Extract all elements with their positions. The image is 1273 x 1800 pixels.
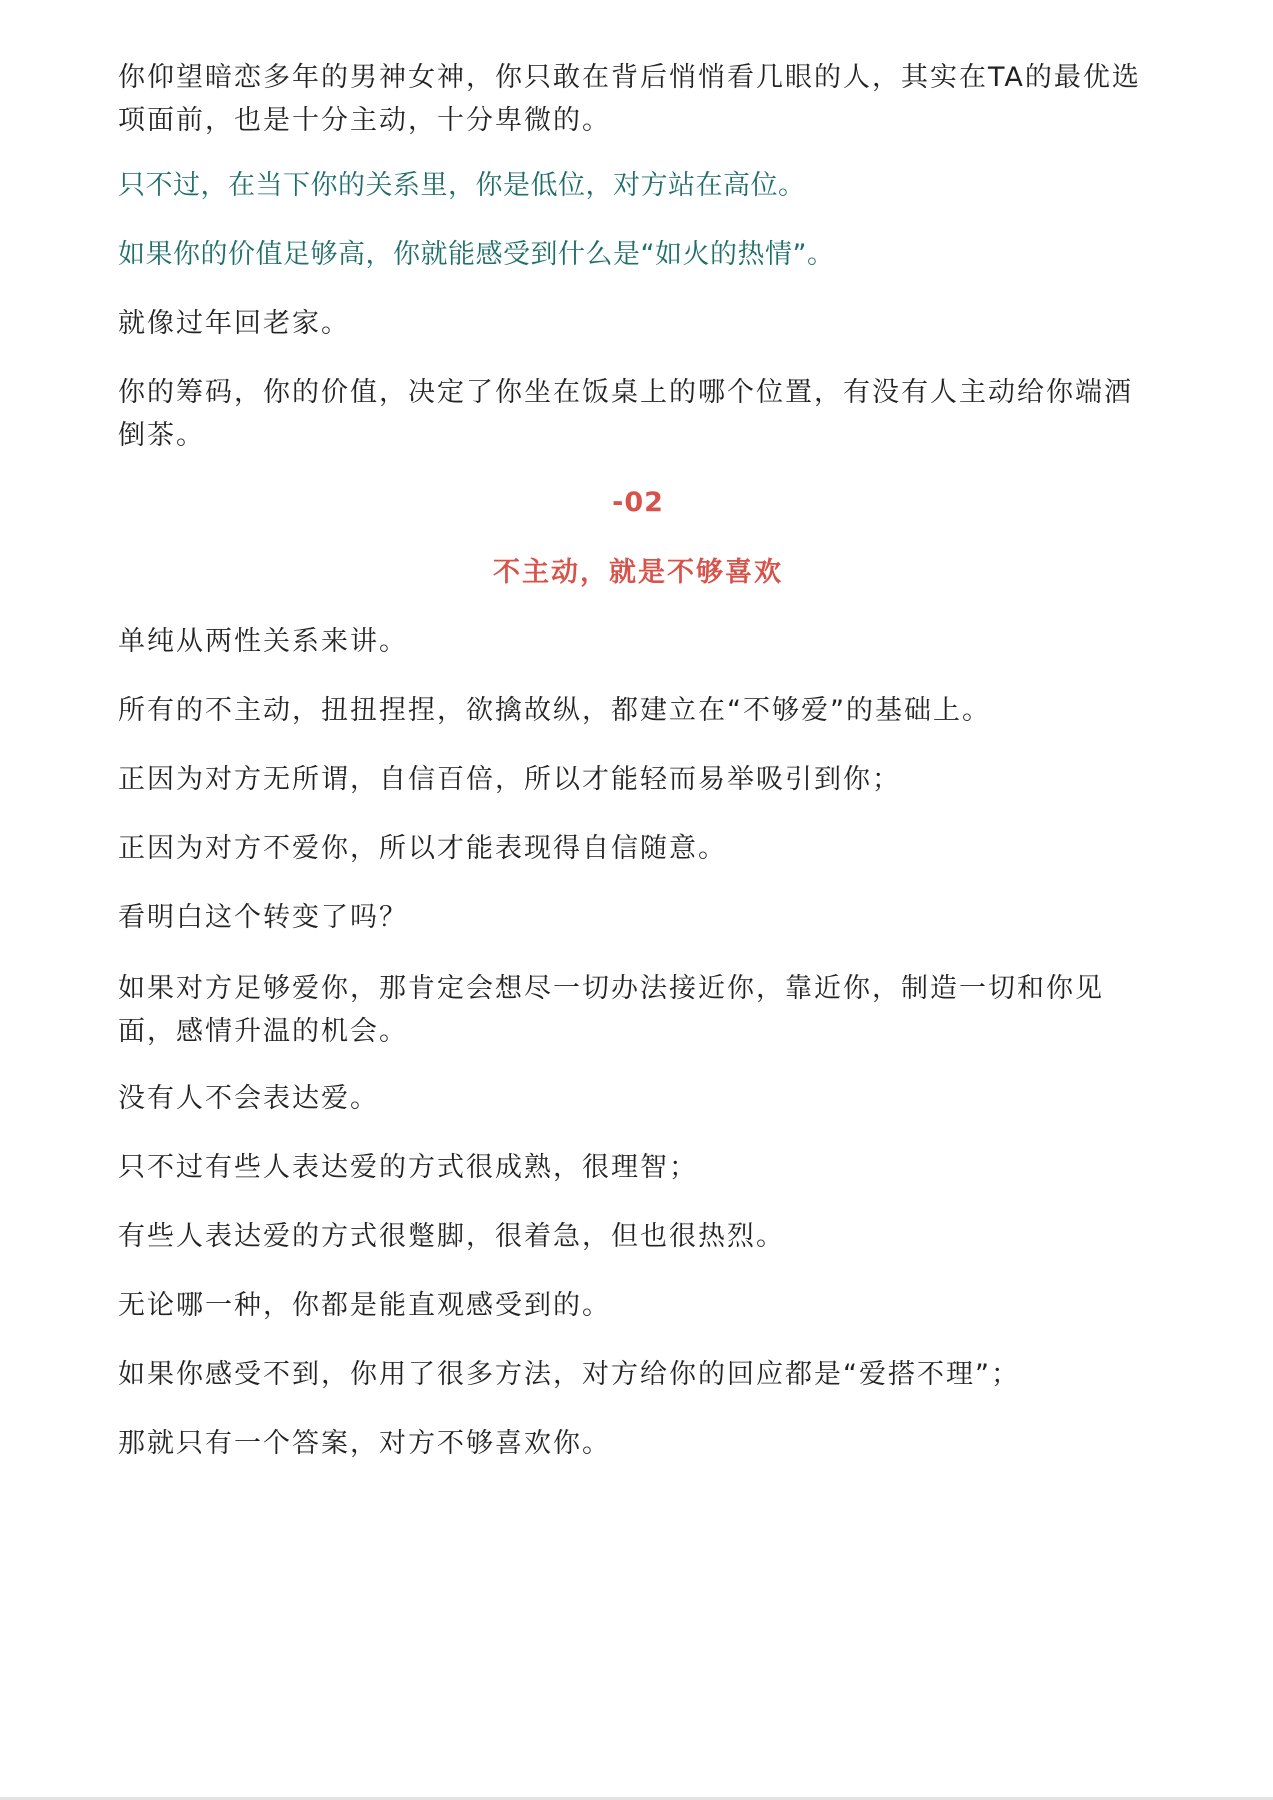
paragraph: 正因为对方不爱你，所以才能表现得自信随意。: [118, 833, 727, 864]
paragraph: 就像过年回老家。: [118, 308, 350, 339]
paragraph: 所有的不主动，扭扭捏捏，欲擒故纵，都建立在“不够爱”的基础上。: [118, 695, 991, 726]
paragraph: 你的筹码，你的价值，决定了你坐在饭桌上的哪个位置，有没有人主动给你端酒倒茶。: [118, 377, 1133, 451]
section-heading: 不主动，就是不够喜欢: [493, 557, 783, 588]
paragraph: 单纯从两性关系来讲。: [118, 626, 408, 657]
highlight-paragraph: 只不过，在当下你的关系里，你是低位，对方站在高位。: [118, 170, 806, 201]
paragraph: 你仰望暗恋多年的男神女神，你只敢在背后悄悄看几眼的人，其实在TA的最优选项面前，也是十分主动，十分卑微的。: [118, 62, 1141, 136]
section-number: -02: [612, 487, 664, 518]
highlight-paragraph: 如果你的价值足够高，你就能感受到什么是“如火的热情”。: [118, 239, 835, 270]
paragraph: 正因为对方无所谓，自信百倍，所以才能轻而易举吸引到你；: [118, 764, 901, 795]
paragraph: 有些人表达爱的方式很蹩脚，很着急，但也很热烈。: [118, 1221, 785, 1252]
paragraph: 如果对方足够爱你，那肯定会想尽一切办法接近你，靠近你，制造一切和你见面，感情升温的机会。: [118, 973, 1104, 1047]
paragraph: 无论哪一种，你都是能直观感受到的。: [118, 1290, 611, 1321]
paragraph: 看明白这个转变了吗？: [118, 902, 408, 933]
paragraph: 如果你感受不到，你用了很多方法，对方给你的回应都是“爱搭不理”；: [118, 1359, 1020, 1390]
paragraph: 没有人不会表达爱。: [118, 1083, 379, 1114]
paragraph: 只不过有些人表达爱的方式很成熟，很理智；: [118, 1152, 698, 1183]
paragraph: 那就只有一个答案，对方不够喜欢你。: [118, 1428, 611, 1459]
